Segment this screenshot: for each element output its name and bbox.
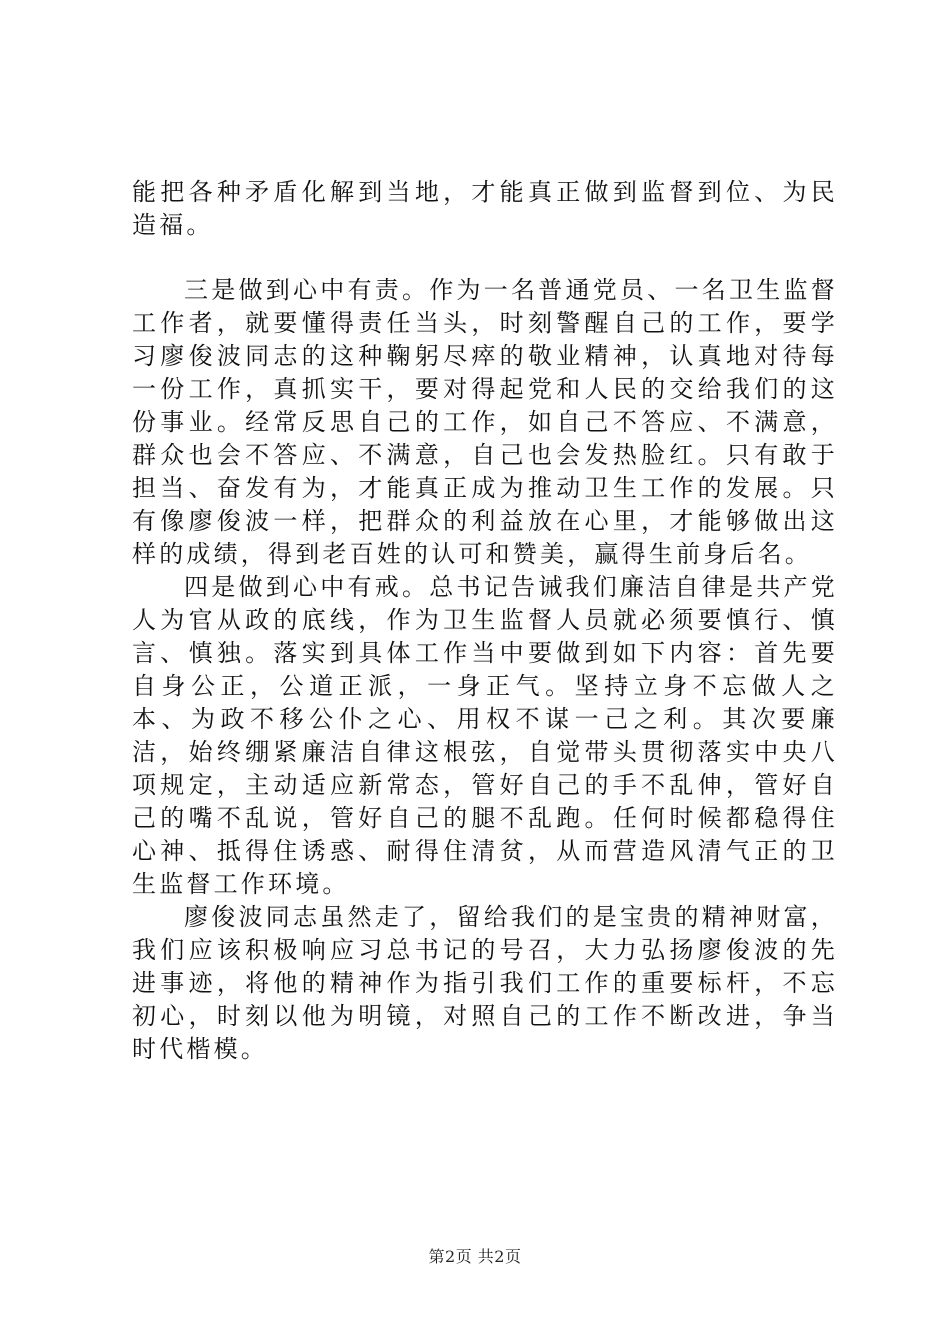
paragraph-conclusion: 廖俊波同志虽然走了，留给我们的是宝贵的精神财富，我们应该积极响应习总书记的号召，大力弘扬廖俊波的先进事迹，将他的精神作为指引我们工作的重要标杆，不忘初心，时刻以他为明镜，对照自己的工作不断改进，争当时代楷模。: [132, 903, 838, 1063]
page-number-footer: 第2页 共2页: [428, 1247, 522, 1266]
paragraph-responsibility: 三是做到心中有责。作为一名普通党员、一名卫生监督工作者，就要懂得责任当头，时刻警醒自己的工作，要学习廖俊波同志的这种鞠躬尽瘁的敬业精神，认真地对待每一份工作，真抓实干，要对得起党和人民的交给我们的这份事业。经常反思自己的工作，如自己不答应、不满意，群众也会不答应、不满意，自己也会发热脸红。只有敢于担当、奋发有为，才能真正成为推动卫生工作的发展。只有像廖俊波一样，把群众的利益放在心里，才能够做出这样的成绩，得到老百姓的认可和赞美，赢得生前身后名。: [132, 276, 838, 568]
paragraph-discipline: 四是做到心中有戒。总书记告诫我们廉洁自律是共产党人为官从政的底线，作为卫生监督人员就必须要慎行、慎言、慎独。落实到具体工作当中要做到如下内容：首先要自身公正，公道正派，一身正气。坚持立身不忘做人之本、为政不移公仆之心、用权不谋一己之利。其次要廉洁，始终绷紧廉洁自律这根弦，自觉带头贯彻落实中央八项规定，主动适应新常态，管好自己的手不乱伸，管好自己的嘴不乱说，管好自己的腿不乱跑。任何时候都稳得住心神、抵得住诱惑、耐得住清贫，从而营造风清气正的卫生监督工作环境。: [132, 573, 838, 898]
document-body: [132, 176, 838, 1066]
paragraph-continuation: 能把各种矛盾化解到当地，才能真正做到监督到位、为民造福。: [132, 178, 838, 239]
